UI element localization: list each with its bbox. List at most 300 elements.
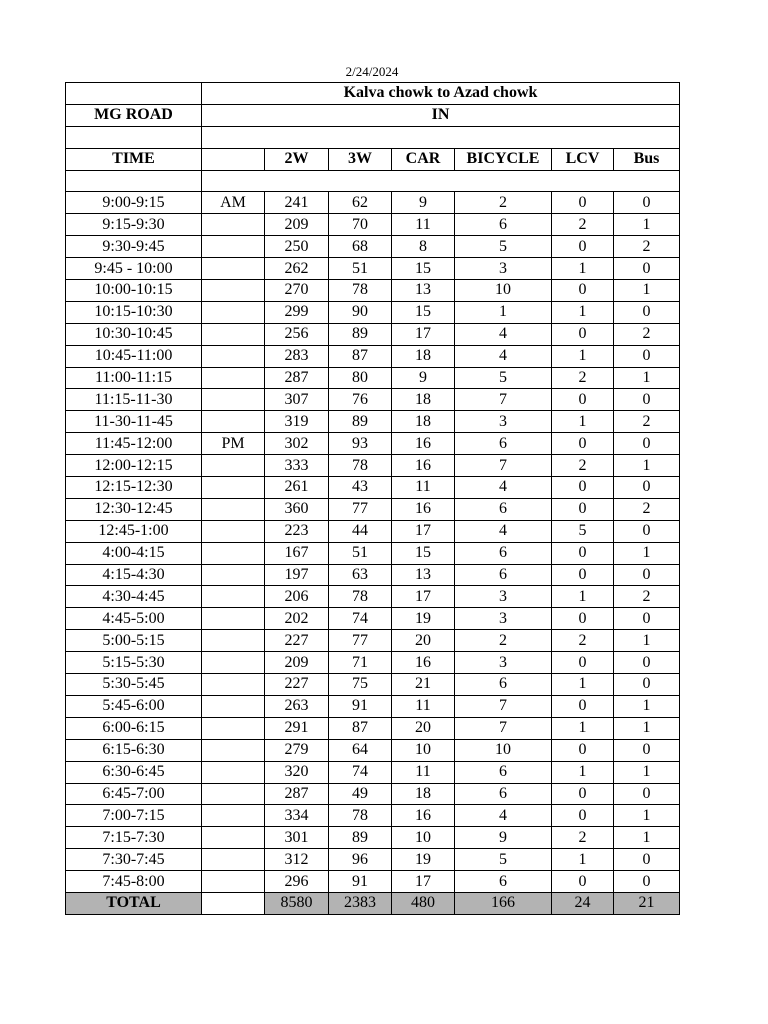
count-cell-bicycle: 6 [455, 564, 552, 586]
count-cell-bicycle: 7 [455, 455, 552, 477]
count-cell-3w: 74 [329, 608, 392, 630]
count-cell-bus: 0 [614, 564, 680, 586]
count-cell-car: 18 [392, 345, 455, 367]
count-cell-car: 8 [392, 236, 455, 258]
spacer-cell [66, 170, 202, 192]
table-row [66, 871, 680, 893]
report-date: 2/24/2024 [345, 64, 399, 79]
time-cell: 7:00-7:15 [66, 805, 202, 827]
count-cell-car: 11 [392, 695, 455, 717]
count-cell-bicycle: 6 [455, 783, 552, 805]
table-row [66, 695, 680, 717]
count-cell-3w: 80 [329, 367, 392, 389]
count-cell-bicycle: 3 [455, 586, 552, 608]
count-cell-lcv: 0 [552, 805, 614, 827]
count-cell-2w: 223 [265, 520, 329, 542]
count-cell-2w: 167 [265, 542, 329, 564]
count-cell-lcv: 0 [552, 695, 614, 717]
count-cell-2w: 287 [265, 367, 329, 389]
count-cell-2w: 202 [265, 608, 329, 630]
table-row [66, 214, 680, 236]
count-cell-car: 20 [392, 630, 455, 652]
count-cell-2w: 283 [265, 345, 329, 367]
time-cell: 7:30-7:45 [66, 849, 202, 871]
count-cell-car: 17 [392, 586, 455, 608]
time-cell: 9:30-9:45 [66, 236, 202, 258]
count-cell-car: 11 [392, 214, 455, 236]
count-cell-bus: 1 [614, 717, 680, 739]
count-cell-3w: 87 [329, 717, 392, 739]
period-cell [202, 477, 265, 499]
count-cell-car: 11 [392, 761, 455, 783]
time-cell: 12:45-1:00 [66, 520, 202, 542]
count-cell-2w: 301 [265, 827, 329, 849]
count-cell-bus: 0 [614, 258, 680, 280]
count-cell-3w: 77 [329, 630, 392, 652]
count-cell-2w: 197 [265, 564, 329, 586]
count-cell-2w: 296 [265, 871, 329, 893]
count-cell-bus: 1 [614, 367, 680, 389]
count-cell-bicycle: 6 [455, 761, 552, 783]
route-row-blank [66, 83, 202, 105]
route-title: Kalva chowk to Azad chowk [202, 83, 680, 105]
table-row [66, 542, 680, 564]
period-cell [202, 586, 265, 608]
count-cell-lcv: 2 [552, 630, 614, 652]
count-cell-lcv: 0 [552, 280, 614, 302]
count-cell-bicycle: 6 [455, 214, 552, 236]
time-cell: 10:00-10:15 [66, 280, 202, 302]
period-cell [202, 520, 265, 542]
time-cell: 9:00-9:15 [66, 192, 202, 214]
table-row [66, 411, 680, 433]
period-cell [202, 301, 265, 323]
count-cell-car: 11 [392, 477, 455, 499]
count-cell-3w: 70 [329, 214, 392, 236]
count-cell-2w: 227 [265, 674, 329, 696]
count-cell-2w: 263 [265, 695, 329, 717]
count-cell-bus: 0 [614, 301, 680, 323]
table-row [66, 652, 680, 674]
count-cell-bicycle: 5 [455, 236, 552, 258]
count-cell-3w: 74 [329, 761, 392, 783]
time-cell: 11:45-12:00 [66, 433, 202, 455]
total-cell-car: 480 [392, 892, 455, 914]
count-cell-3w: 44 [329, 520, 392, 542]
time-cell: 4:15-4:30 [66, 564, 202, 586]
table-row [66, 192, 680, 214]
time-cell: 12:00-12:15 [66, 455, 202, 477]
total-cell-3w: 2383 [329, 892, 392, 914]
count-cell-lcv: 1 [552, 761, 614, 783]
count-cell-bus: 1 [614, 214, 680, 236]
location-label: MG ROAD [66, 104, 202, 126]
count-cell-bus: 1 [614, 455, 680, 477]
period-cell [202, 214, 265, 236]
count-cell-bus: 0 [614, 608, 680, 630]
table-row [66, 498, 680, 520]
count-cell-bus: 0 [614, 849, 680, 871]
count-cell-3w: 78 [329, 805, 392, 827]
count-cell-car: 16 [392, 652, 455, 674]
count-cell-3w: 89 [329, 827, 392, 849]
period-cell [202, 739, 265, 761]
count-cell-bicycle: 4 [455, 520, 552, 542]
count-cell-3w: 77 [329, 498, 392, 520]
count-cell-bicycle: 6 [455, 498, 552, 520]
count-cell-bus: 1 [614, 827, 680, 849]
period-cell [202, 323, 265, 345]
period-cell [202, 258, 265, 280]
count-cell-bicycle: 7 [455, 389, 552, 411]
count-cell-3w: 75 [329, 674, 392, 696]
time-cell: 5:45-6:00 [66, 695, 202, 717]
period-cell [202, 849, 265, 871]
count-cell-bicycle: 2 [455, 192, 552, 214]
count-cell-lcv: 1 [552, 674, 614, 696]
table-row [66, 674, 680, 696]
time-cell: 11-30-11-45 [66, 411, 202, 433]
count-cell-3w: 51 [329, 258, 392, 280]
count-cell-bus: 0 [614, 783, 680, 805]
count-cell-3w: 68 [329, 236, 392, 258]
count-cell-car: 19 [392, 608, 455, 630]
count-cell-bus: 1 [614, 542, 680, 564]
count-cell-lcv: 0 [552, 389, 614, 411]
count-cell-bus: 2 [614, 236, 680, 258]
total-cell-bus: 21 [614, 892, 680, 914]
count-cell-bicycle: 5 [455, 849, 552, 871]
count-cell-bus: 0 [614, 192, 680, 214]
count-cell-2w: 291 [265, 717, 329, 739]
count-cell-2w: 320 [265, 761, 329, 783]
time-cell: 11:15-11-30 [66, 389, 202, 411]
table-row [66, 520, 680, 542]
count-cell-bicycle: 6 [455, 542, 552, 564]
count-cell-lcv: 0 [552, 323, 614, 345]
count-cell-bus: 0 [614, 477, 680, 499]
count-cell-lcv: 0 [552, 477, 614, 499]
count-cell-bicycle: 3 [455, 652, 552, 674]
count-cell-car: 13 [392, 564, 455, 586]
count-cell-2w: 209 [265, 214, 329, 236]
time-cell: 6:45-7:00 [66, 783, 202, 805]
count-cell-2w: 256 [265, 323, 329, 345]
count-cell-bicycle: 9 [455, 827, 552, 849]
table-row [66, 717, 680, 739]
count-cell-lcv: 0 [552, 564, 614, 586]
count-cell-car: 18 [392, 411, 455, 433]
period-cell [202, 761, 265, 783]
count-cell-3w: 78 [329, 455, 392, 477]
count-cell-bicycle: 3 [455, 258, 552, 280]
total-period-blank [202, 892, 265, 914]
period-cell [202, 630, 265, 652]
count-cell-car: 17 [392, 520, 455, 542]
period-cell [202, 827, 265, 849]
count-cell-3w: 89 [329, 323, 392, 345]
count-cell-lcv: 0 [552, 871, 614, 893]
count-cell-car: 16 [392, 498, 455, 520]
count-cell-bus: 0 [614, 674, 680, 696]
period-cell [202, 498, 265, 520]
count-cell-bus: 0 [614, 739, 680, 761]
count-cell-lcv: 0 [552, 433, 614, 455]
time-header: TIME [66, 148, 202, 170]
table-row [66, 805, 680, 827]
time-cell: 10:45-11:00 [66, 345, 202, 367]
table-row [66, 630, 680, 652]
count-cell-car: 17 [392, 871, 455, 893]
period-cell [202, 805, 265, 827]
count-cell-bus: 0 [614, 345, 680, 367]
count-cell-car: 9 [392, 192, 455, 214]
count-cell-lcv: 0 [552, 542, 614, 564]
count-cell-lcv: 0 [552, 498, 614, 520]
count-cell-car: 15 [392, 258, 455, 280]
count-cell-lcv: 1 [552, 849, 614, 871]
count-cell-bus: 0 [614, 520, 680, 542]
count-cell-3w: 91 [329, 695, 392, 717]
table-row [66, 258, 680, 280]
count-cell-3w: 90 [329, 301, 392, 323]
count-cell-3w: 51 [329, 542, 392, 564]
count-cell-bicycle: 7 [455, 717, 552, 739]
count-cell-2w: 227 [265, 630, 329, 652]
count-cell-2w: 312 [265, 849, 329, 871]
time-cell: 7:15-7:30 [66, 827, 202, 849]
time-cell: 4:30-4:45 [66, 586, 202, 608]
count-cell-bicycle: 6 [455, 674, 552, 696]
period-cell [202, 280, 265, 302]
count-cell-bus: 2 [614, 498, 680, 520]
period-cell [202, 542, 265, 564]
total-row [66, 892, 680, 914]
count-cell-lcv: 2 [552, 827, 614, 849]
count-cell-bicycle: 5 [455, 367, 552, 389]
count-cell-bicycle: 6 [455, 871, 552, 893]
count-cell-lcv: 0 [552, 608, 614, 630]
count-cell-bus: 1 [614, 805, 680, 827]
count-cell-bus: 1 [614, 280, 680, 302]
period-cell [202, 411, 265, 433]
period-cell [202, 236, 265, 258]
table-row [66, 455, 680, 477]
count-cell-bicycle: 4 [455, 323, 552, 345]
count-cell-bicycle: 3 [455, 608, 552, 630]
count-cell-bicycle: 4 [455, 345, 552, 367]
direction-label: IN [202, 104, 680, 126]
time-cell: 5:00-5:15 [66, 630, 202, 652]
count-cell-2w: 250 [265, 236, 329, 258]
count-cell-2w: 360 [265, 498, 329, 520]
count-cell-2w: 302 [265, 433, 329, 455]
col-header-3w: 3W [329, 148, 392, 170]
time-cell: 12:15-12:30 [66, 477, 202, 499]
count-cell-2w: 241 [265, 192, 329, 214]
count-cell-3w: 64 [329, 739, 392, 761]
count-cell-bicycle: 2 [455, 630, 552, 652]
period-cell [202, 345, 265, 367]
count-cell-lcv: 0 [552, 236, 614, 258]
time-cell: 12:30-12:45 [66, 498, 202, 520]
count-cell-bus: 1 [614, 630, 680, 652]
count-cell-bicycle: 3 [455, 411, 552, 433]
count-cell-2w: 261 [265, 477, 329, 499]
table-row [66, 433, 680, 455]
count-cell-2w: 333 [265, 455, 329, 477]
count-cell-lcv: 5 [552, 520, 614, 542]
count-cell-bicycle: 10 [455, 280, 552, 302]
count-cell-2w: 307 [265, 389, 329, 411]
route-row [66, 83, 680, 105]
table-row [66, 323, 680, 345]
time-cell: 5:30-5:45 [66, 674, 202, 696]
period-cell [202, 608, 265, 630]
table-row [66, 608, 680, 630]
count-cell-bicycle: 4 [455, 477, 552, 499]
location-row [66, 104, 680, 126]
total-label: TOTAL [66, 892, 202, 914]
time-cell: 11:00-11:15 [66, 367, 202, 389]
col-header-2w: 2W [265, 148, 329, 170]
period-cell [202, 871, 265, 893]
total-cell-lcv: 24 [552, 892, 614, 914]
count-cell-2w: 334 [265, 805, 329, 827]
col-header-car: CAR [392, 148, 455, 170]
traffic-count-table [65, 82, 680, 915]
period-cell [202, 564, 265, 586]
table-row [66, 849, 680, 871]
count-cell-bus: 0 [614, 433, 680, 455]
count-cell-bus: 1 [614, 761, 680, 783]
count-cell-2w: 279 [265, 739, 329, 761]
count-cell-3w: 91 [329, 871, 392, 893]
count-cell-lcv: 2 [552, 214, 614, 236]
time-cell: 7:45-8:00 [66, 871, 202, 893]
table-row [66, 236, 680, 258]
period-header [202, 148, 265, 170]
period-cell [202, 674, 265, 696]
header-row [66, 148, 680, 170]
period-cell: PM [202, 433, 265, 455]
count-cell-lcv: 2 [552, 367, 614, 389]
time-cell: 4:00-4:15 [66, 542, 202, 564]
count-cell-car: 9 [392, 367, 455, 389]
period-cell [202, 717, 265, 739]
count-cell-car: 16 [392, 433, 455, 455]
time-cell: 6:00-6:15 [66, 717, 202, 739]
count-cell-bus: 2 [614, 586, 680, 608]
count-cell-lcv: 0 [552, 192, 614, 214]
count-cell-bicycle: 4 [455, 805, 552, 827]
count-cell-lcv: 0 [552, 652, 614, 674]
count-cell-lcv: 2 [552, 455, 614, 477]
count-cell-3w: 78 [329, 280, 392, 302]
count-cell-car: 21 [392, 674, 455, 696]
table-row [66, 367, 680, 389]
count-cell-car: 16 [392, 455, 455, 477]
period-cell [202, 695, 265, 717]
count-cell-3w: 76 [329, 389, 392, 411]
table-row [66, 827, 680, 849]
count-cell-lcv: 1 [552, 717, 614, 739]
count-cell-bus: 0 [614, 652, 680, 674]
count-cell-car: 18 [392, 783, 455, 805]
time-cell: 6:15-6:30 [66, 739, 202, 761]
table-row [66, 564, 680, 586]
count-cell-2w: 262 [265, 258, 329, 280]
spacer-cell [202, 126, 680, 148]
table-row [66, 389, 680, 411]
total-cell-2w: 8580 [265, 892, 329, 914]
count-cell-lcv: 1 [552, 301, 614, 323]
time-cell: 9:45 - 10:00 [66, 258, 202, 280]
time-cell: 9:15-9:30 [66, 214, 202, 236]
count-cell-car: 18 [392, 389, 455, 411]
period-cell [202, 389, 265, 411]
count-cell-car: 13 [392, 280, 455, 302]
count-cell-bicycle: 6 [455, 433, 552, 455]
count-cell-3w: 96 [329, 849, 392, 871]
time-cell: 4:45-5:00 [66, 608, 202, 630]
count-cell-lcv: 0 [552, 739, 614, 761]
col-header-bicycle: BICYCLE [455, 148, 552, 170]
period-cell: AM [202, 192, 265, 214]
time-cell: 10:15-10:30 [66, 301, 202, 323]
table-row [66, 761, 680, 783]
count-cell-lcv: 1 [552, 345, 614, 367]
count-cell-lcv: 1 [552, 258, 614, 280]
count-cell-2w: 287 [265, 783, 329, 805]
spacer-cell [66, 126, 202, 148]
spacer-cell [202, 170, 680, 192]
count-cell-car: 15 [392, 542, 455, 564]
count-cell-3w: 43 [329, 477, 392, 499]
count-cell-car: 17 [392, 323, 455, 345]
time-cell: 5:15-5:30 [66, 652, 202, 674]
count-cell-car: 16 [392, 805, 455, 827]
count-cell-2w: 299 [265, 301, 329, 323]
table-row [66, 739, 680, 761]
table-row [66, 783, 680, 805]
count-cell-bus: 0 [614, 389, 680, 411]
count-cell-3w: 71 [329, 652, 392, 674]
total-cell-bicycle: 166 [455, 892, 552, 914]
period-cell [202, 367, 265, 389]
count-cell-bicycle: 7 [455, 695, 552, 717]
period-cell [202, 455, 265, 477]
count-cell-bus: 0 [614, 871, 680, 893]
count-cell-lcv: 1 [552, 586, 614, 608]
count-cell-2w: 206 [265, 586, 329, 608]
count-cell-lcv: 1 [552, 411, 614, 433]
count-cell-3w: 49 [329, 783, 392, 805]
count-cell-bus: 2 [614, 323, 680, 345]
count-cell-lcv: 0 [552, 783, 614, 805]
col-header-bus: Bus [614, 148, 680, 170]
count-cell-3w: 78 [329, 586, 392, 608]
count-cell-car: 19 [392, 849, 455, 871]
time-cell: 10:30-10:45 [66, 323, 202, 345]
count-cell-car: 10 [392, 827, 455, 849]
count-cell-car: 10 [392, 739, 455, 761]
spacer-row [66, 170, 680, 192]
count-cell-3w: 87 [329, 345, 392, 367]
table-row [66, 301, 680, 323]
count-cell-bus: 1 [614, 695, 680, 717]
spacer-row [66, 126, 680, 148]
